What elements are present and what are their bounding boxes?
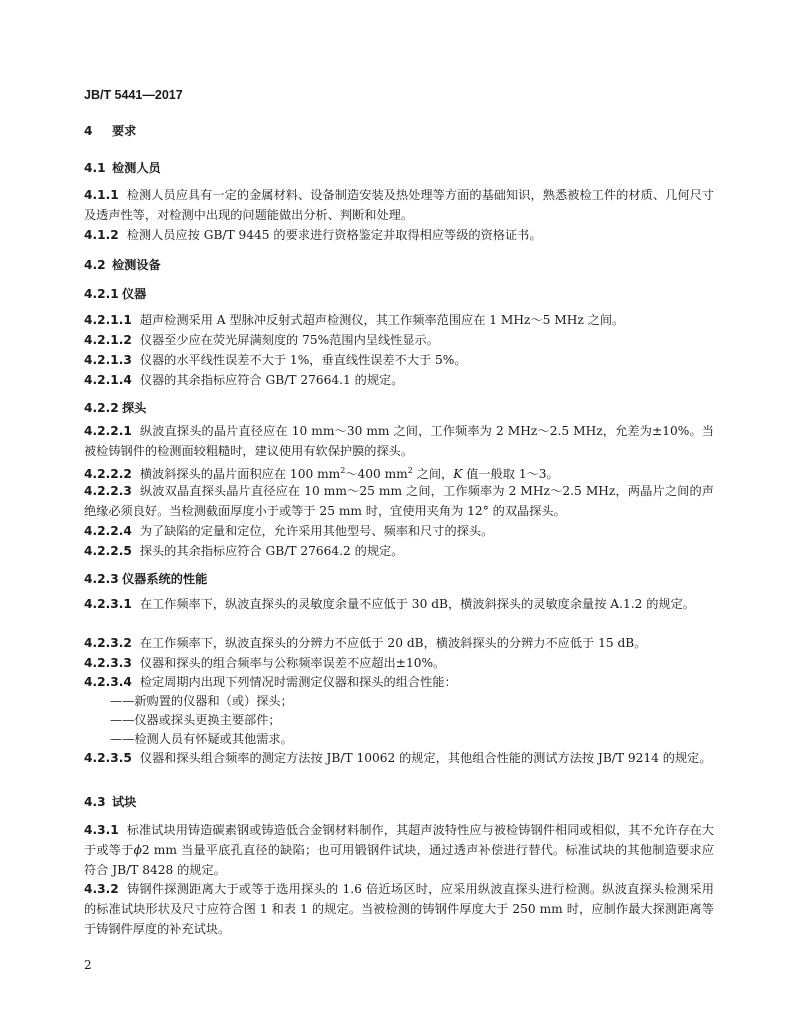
section-number: 4.2 <box>84 258 106 272</box>
clause-4-2-2-1 <box>84 421 714 461</box>
section-number: 4.2.2 <box>84 401 119 415</box>
clause-number: 4.2.3.4 <box>84 675 132 689</box>
clause-4-3-1 <box>84 820 714 880</box>
clause-number: 4.2.1.3 <box>84 353 132 367</box>
clause-4-2-2-4 <box>84 521 714 541</box>
clause-4-1-2 <box>84 225 714 245</box>
clause-text: 仪器至少应在荧光屏满刻度的 75%范围内呈线性显示。 <box>139 333 439 347</box>
clause-text: 纵波直探头的晶片直径应在 10 mm～30 mm 之间，工作频率为 2 MHz～2.5 MHz，允差为±10%。当被检铸钢件的检测面较粗糙时，建议使用有软保护膜的探头。 <box>84 424 714 458</box>
section-title: 要求 <box>112 124 137 138</box>
superscript: 2 <box>407 466 413 475</box>
list-item: ——新购置的仪器和（或）探头； <box>110 694 293 708</box>
clause-4-2-2-3 <box>84 481 714 521</box>
clause-4-3-2 <box>84 879 714 939</box>
section-heading-4-2-2 <box>84 399 146 416</box>
section-heading-4-2-3 <box>84 570 207 587</box>
clause-number: 4.2.3.1 <box>84 597 132 611</box>
section-number: 4.2.3 <box>84 572 119 586</box>
clause-text: ～400 mm <box>345 467 408 482</box>
clause-4-2-1-4 <box>84 370 714 390</box>
section-title: 探头 <box>122 401 147 415</box>
section-title: 仪器 <box>122 287 147 301</box>
section-title: 仪器系统的性能 <box>122 572 208 586</box>
clause-number: 4.3.2 <box>84 882 119 896</box>
clause-text: 标准试块用铸造碳素钢或铸造低合金钢材料制作，其超声波特性应与被检铸钢件相同或相似，其不允许存在大于或等于 <box>84 823 714 857</box>
section-number: 4 <box>84 124 93 138</box>
clause-4-2-3-3 <box>84 653 714 673</box>
list-item: ——仪器或探头更换主要部件； <box>110 713 281 727</box>
phi-symbol: ϕ <box>133 843 142 857</box>
clause-text: 检测人员应按 GB/T 9445 的要求进行资格鉴定并取得相应等级的资格证书。 <box>126 228 542 242</box>
clause-number: 4.3.1 <box>84 823 119 837</box>
section-heading-4-3 <box>84 793 136 810</box>
clause-4-2-1-3 <box>84 350 714 370</box>
clause-4-2-2-5 <box>84 541 714 561</box>
list-item: ——检测人员有怀疑或其他需求。 <box>110 732 293 746</box>
clause-number: 4.1.1 <box>84 188 119 202</box>
clause-text: 仪器的水平线性误差不大于 1%，垂直线性误差不大于 5%。 <box>139 353 467 367</box>
standard-number: JB/T 5441—2017 <box>84 88 183 102</box>
clause-4-2-1-1 <box>84 310 714 330</box>
section-number: 4.1 <box>84 161 106 175</box>
clause-text: 2 mm 当量平底孔直径的缺陷；也可用锻钢件试块，通过透声补偿进行替代。标准试块的其他制造要求应符合 JB/T 8428 的规定。 <box>84 843 714 877</box>
clause-number: 4.2.3.5 <box>84 751 132 765</box>
clause-number: 4.2.3.3 <box>84 656 132 670</box>
clause-number: 4.2.1.1 <box>84 313 132 327</box>
clause-number: 4.2.2.4 <box>84 524 132 538</box>
section-number: 4.3 <box>84 795 106 809</box>
clause-text: 探头的其余指标应符合 GB/T 27664.2 的规定。 <box>139 544 404 558</box>
clause-text: 仪器的其余指标应符合 GB/T 27664.1 的规定。 <box>139 373 404 387</box>
clause-text: 检测人员应具有一定的金属材料、设备制造安装及热处理等方面的基础知识，熟悉被检工件的材质、几何尺寸及透声性等，对检测中出现的问题能做出分析、判断和处理。 <box>84 188 714 222</box>
clause-number: 4.2.3.2 <box>84 636 132 650</box>
clause-number: 4.2.2.2 <box>84 467 132 482</box>
clause-number: 4.2.2.5 <box>84 544 132 558</box>
section-heading-4-2 <box>84 256 161 273</box>
page-number: 2 <box>84 958 92 972</box>
clause-4-2-3-1 <box>84 594 714 614</box>
section-heading-4 <box>84 122 136 139</box>
clause-number: 4.2.1.2 <box>84 333 132 347</box>
clause-text: 值一般取 1～3。 <box>462 467 559 482</box>
clause-number: 4.2.2.1 <box>84 424 132 438</box>
clause-text: 铸钢件探测距离大于或等于选用探头的 1.6 倍近场区时，应采用纵波直探头进行检测。纵波直探头检测采用的标准试块形状及尺寸应符合图 1 和表 1 的规定。当被检测的铸钢件厚度大于 250 mm 时，应制作最大探测距离等于铸钢件厚度的补充试块。 <box>84 882 714 936</box>
clause-text: 仪器和探头的组合频率与公称频率误差不应超出±10%。 <box>139 656 446 670</box>
symbol-k: K <box>453 467 463 482</box>
clause-number: 4.2.1.4 <box>84 373 132 387</box>
clause-text: 超声检测采用 A 型脉冲反射式超声检测仪，其工作频率范围应在 1 MHz～5 MHz 之间。 <box>139 313 625 327</box>
section-title: 检测人员 <box>112 161 161 175</box>
clause-text: 之间， <box>412 467 454 482</box>
section-heading-4-2-1 <box>84 285 146 302</box>
clause-number: 4.2.2.3 <box>84 484 132 498</box>
clause-4-2-3-2 <box>84 633 714 653</box>
clause-text: 检定周期内出现下列情况时需测定仪器和探头的组合性能： <box>139 675 457 689</box>
clause-text: 纵波双晶直探头晶片直径应在 10 mm～25 mm 之间，工作频率为 2 MHz～2.5 MHz，两晶片之间的声绝缘必须良好。当检测截面厚度小于或等于 25 mm 时，宜使用夹角为 12° 的双晶探头。 <box>84 484 714 518</box>
clause-text: 在工作频率下，纵波直探头的灵敏度余量不应低于 30 dB，横波斜探头的灵敏度余量按 A.1.2 的规定。 <box>139 597 695 611</box>
clause-text: 为了缺陷的定量和定位，允许采用其他型号、频率和尺寸的探头。 <box>139 524 494 538</box>
section-title: 检测设备 <box>112 258 161 272</box>
superscript: 2 <box>340 466 346 475</box>
clause-text: 在工作频率下，纵波直探头的分辨力不应低于 20 dB，横波斜探头的分辨力不应低于 15 dB。 <box>139 636 647 650</box>
section-heading-4-1 <box>84 159 161 176</box>
clause-text: 横波斜探头的晶片面积应在 100 mm <box>139 467 341 482</box>
section-number: 4.2.1 <box>84 287 119 301</box>
clause-number: 4.1.2 <box>84 228 119 242</box>
clause-4-2-3-5 <box>84 748 714 768</box>
section-title: 试块 <box>112 795 137 809</box>
clause-4-2-1-2 <box>84 330 714 350</box>
clause-4-2-3-4 <box>84 672 714 692</box>
clause-4-1-1 <box>84 185 714 225</box>
clause-text: 仪器和探头组合频率的测定方法按 JB/T 10062 的规定，其他组合性能的测试方法按 JB/T 9214 的规定。 <box>139 751 712 765</box>
